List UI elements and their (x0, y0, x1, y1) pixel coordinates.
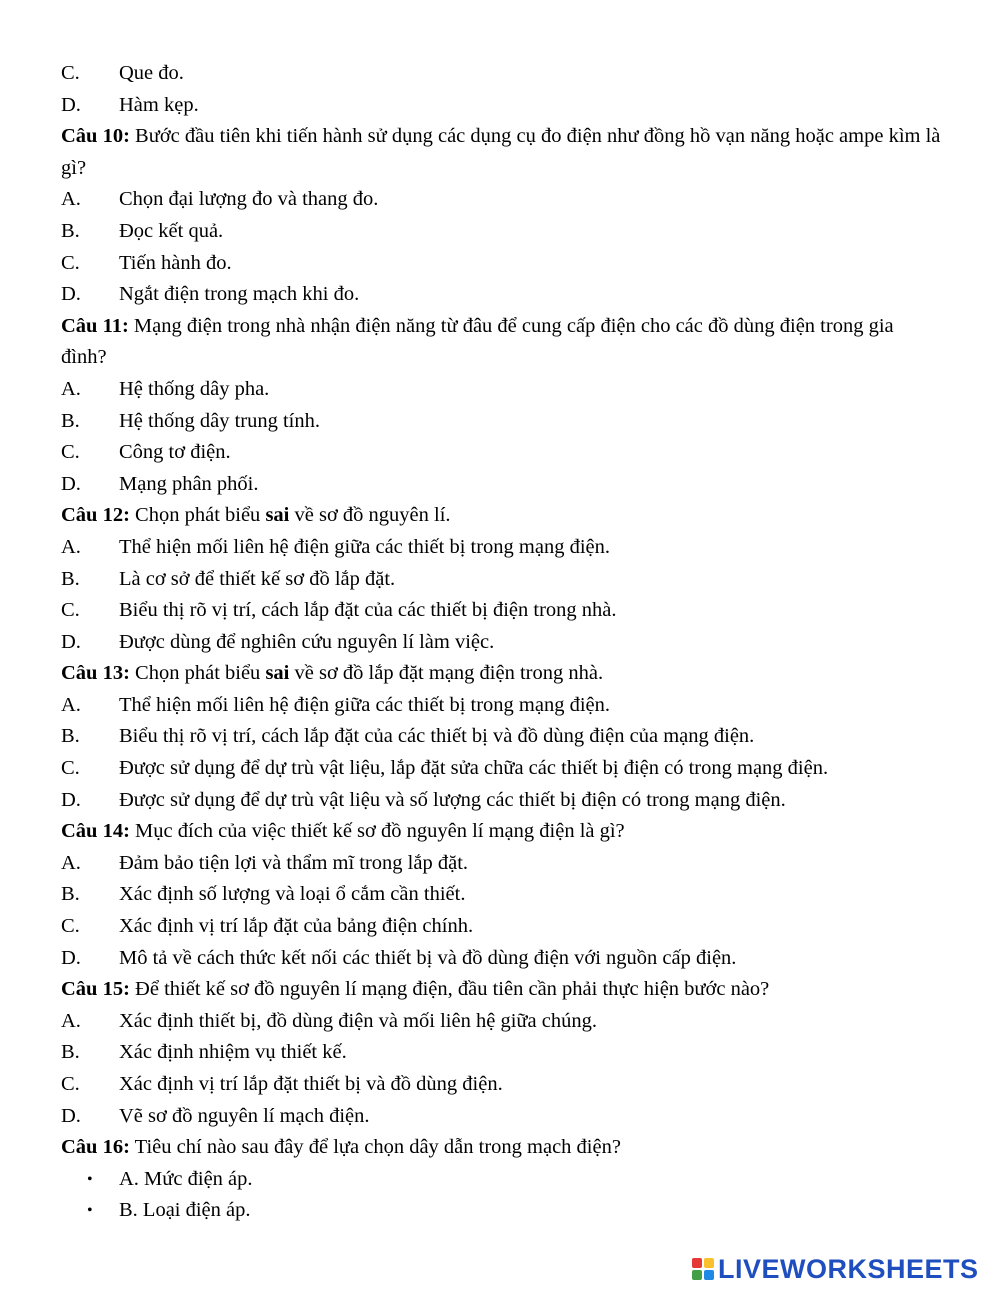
question-text: Chọn phát biểu (129, 504, 266, 527)
answer-option[interactable] (61, 184, 941, 216)
option-letter: D. (61, 946, 81, 969)
question-text-tail: về sơ đồ nguyên lí. (289, 504, 451, 527)
liveworksheets-logo (692, 1254, 979, 1284)
question (61, 1132, 941, 1164)
option-letter: B. (61, 725, 80, 748)
option-letter: B. (61, 883, 80, 906)
option-text: Mô tả về cách thức kết nối các thiết bị và đồ dùng điện với nguồn cấp điện. (119, 946, 737, 969)
question-text: Mục đích của việc thiết kế sơ đồ nguyên lí mạng điện là gì? (129, 820, 625, 843)
option-letter: C. (61, 251, 80, 274)
option-text: Xác định vị trí lắp đặt của bảng điện chính. (119, 915, 474, 938)
answer-option[interactable] (61, 879, 941, 911)
logo-icon (692, 1258, 714, 1280)
answer-option[interactable] (61, 785, 941, 817)
answer-option[interactable] (61, 627, 941, 659)
option-text: Thể hiện mối liên hệ điện giữa các thiết bị trong mạng điện. (119, 535, 611, 558)
answer-option[interactable] (61, 437, 941, 469)
option-letter: D. (61, 630, 81, 653)
question-number: Câu 11: (61, 314, 129, 337)
bullet-text: B. Loại điện áp. (119, 1199, 251, 1222)
option-text: Xác định số lượng và loại ổ cắm cần thiết. (119, 883, 466, 906)
option-text: Được sử dụng để dự trù vật liệu và số lượng các thiết bị điện có trong mạng điện. (119, 788, 786, 811)
bullet-option[interactable] (61, 1164, 941, 1196)
option-letter: D. (61, 93, 81, 116)
option-text: Xác định thiết bị, đồ dùng điện và mối liên hệ giữa chúng. (119, 1009, 597, 1032)
option-text: Được dùng để nghiên cứu nguyên lí làm việc. (119, 630, 495, 653)
option-text: Xác định vị trí lắp đặt thiết bị và đồ dùng điện. (119, 1073, 503, 1095)
question-number: Câu 15: (61, 978, 130, 1001)
option-letter: D. (61, 1104, 81, 1127)
option-text: Hệ thống dây trung tính. (119, 409, 320, 432)
question-text: Chọn phát biểu (129, 662, 266, 685)
option-text: Xác định nhiệm vụ thiết kế. (119, 1041, 347, 1064)
worksheet-content (61, 58, 941, 1227)
question (61, 121, 941, 184)
answer-option[interactable] (61, 532, 941, 564)
question (61, 974, 941, 1006)
option-letter: C. (61, 62, 80, 84)
answer-option[interactable] (61, 279, 941, 311)
option-letter: C. (61, 757, 80, 780)
answer-option[interactable] (61, 943, 941, 975)
option-letter: D. (61, 788, 81, 811)
option-letter: B. (61, 219, 80, 242)
answer-option[interactable] (61, 469, 941, 501)
answer-option[interactable] (61, 406, 941, 438)
option-text: Thể hiện mối liên hệ điện giữa các thiết bị trong mạng điện. (119, 693, 611, 716)
question (61, 311, 941, 374)
answer-option[interactable] (61, 753, 941, 785)
answer-option[interactable] (61, 1037, 941, 1069)
answer-option[interactable] (61, 1006, 941, 1038)
option-letter: C. (61, 1073, 80, 1095)
answer-option[interactable] (61, 90, 941, 122)
option-text: Đảm bảo tiện lợi và thẩm mĩ trong lắp đặt. (119, 851, 469, 874)
option-text: Que đo. (119, 62, 184, 84)
question-number: Câu 16: (61, 1136, 130, 1159)
option-letter: B. (61, 409, 80, 432)
emphasis-word: sai (265, 662, 290, 685)
answer-option[interactable] (61, 1069, 941, 1101)
option-letter: C. (61, 599, 80, 622)
option-text: Ngắt điện trong mạch khi đo. (119, 283, 360, 306)
option-text: Là cơ sở để thiết kế sơ đồ lắp đặt. (119, 567, 396, 590)
answer-option[interactable] (61, 374, 941, 406)
question-number: Câu 12: (61, 504, 130, 527)
question (61, 658, 941, 690)
answer-option[interactable] (61, 690, 941, 722)
question-text-tail: về sơ đồ lắp đặt mạng điện trong nhà. (289, 662, 604, 685)
option-text: Biểu thị rõ vị trí, cách lắp đặt của các thiết bị và đồ dùng điện của mạng điện. (119, 725, 755, 748)
question-text: Tiêu chí nào sau đây để lựa chọn dây dẫn trong mạch điện? (129, 1136, 621, 1159)
answer-option[interactable] (61, 216, 941, 248)
bullet-text: A. Mức điện áp. (119, 1167, 253, 1190)
question-text: Bước đầu tiên khi tiến hành sử dụng các dụng cụ đo điện như đồng hồ vạn năng hoặc ampe kìm là gì? (61, 125, 941, 179)
option-letter: A. (61, 188, 81, 211)
answer-option[interactable] (61, 248, 941, 280)
bullet-icon: • (87, 1170, 93, 1188)
option-letter: A. (61, 851, 81, 874)
option-text: Hàm kẹp. (119, 93, 199, 116)
question-text: Mạng điện trong nhà nhận điện năng từ đâu để cung cấp điện cho các đồ dùng điện trong gia đình? (61, 314, 894, 369)
question (61, 816, 941, 848)
option-letter: A. (61, 693, 81, 716)
option-text: Tiến hành đo. (119, 251, 232, 274)
option-letter: C. (61, 915, 80, 938)
emphasis-word: sai (265, 504, 290, 527)
option-letter: A. (61, 377, 81, 400)
question-text: Để thiết kế sơ đồ nguyên lí mạng điện, đầu tiên cần phải thực hiện bước nào? (129, 978, 770, 1001)
answer-option[interactable] (61, 564, 941, 596)
logo-text: LIVEWORKSHEETS (718, 1253, 979, 1284)
question-number: Câu 13: (61, 662, 130, 685)
bullet-icon: • (87, 1202, 93, 1220)
answer-option[interactable] (61, 848, 941, 880)
answer-option[interactable] (61, 911, 941, 943)
answer-option[interactable] (61, 595, 941, 627)
question-number: Câu 10: (61, 125, 130, 148)
option-letter: C. (61, 441, 80, 464)
question-number: Câu 14: (61, 820, 130, 843)
question (61, 500, 941, 532)
option-text: Công tơ điện. (119, 441, 231, 464)
option-letter: B. (61, 567, 80, 590)
option-letter: B. (61, 1041, 80, 1064)
option-text: Biểu thị rõ vị trí, cách lắp đặt của các thiết bị điện trong nhà. (119, 599, 617, 622)
answer-option[interactable] (61, 1101, 941, 1133)
option-text: Hệ thống dây pha. (119, 377, 270, 400)
bullet-option[interactable] (61, 1195, 941, 1227)
option-letter: D. (61, 472, 81, 495)
option-text: Mạng phân phối. (119, 472, 259, 495)
answer-option[interactable] (61, 721, 941, 753)
option-letter: D. (61, 283, 81, 306)
option-letter: A. (61, 535, 81, 558)
option-text: Vẽ sơ đồ nguyên lí mạch điện. (119, 1104, 370, 1127)
option-text: Chọn đại lượng đo và thang đo. (119, 188, 379, 211)
answer-option[interactable] (61, 58, 941, 90)
option-letter: A. (61, 1009, 81, 1032)
option-text: Đọc kết quả. (119, 219, 224, 242)
option-text: Được sử dụng để dự trù vật liệu, lắp đặt sửa chữa các thiết bị điện có trong mạng điện. (119, 757, 829, 780)
